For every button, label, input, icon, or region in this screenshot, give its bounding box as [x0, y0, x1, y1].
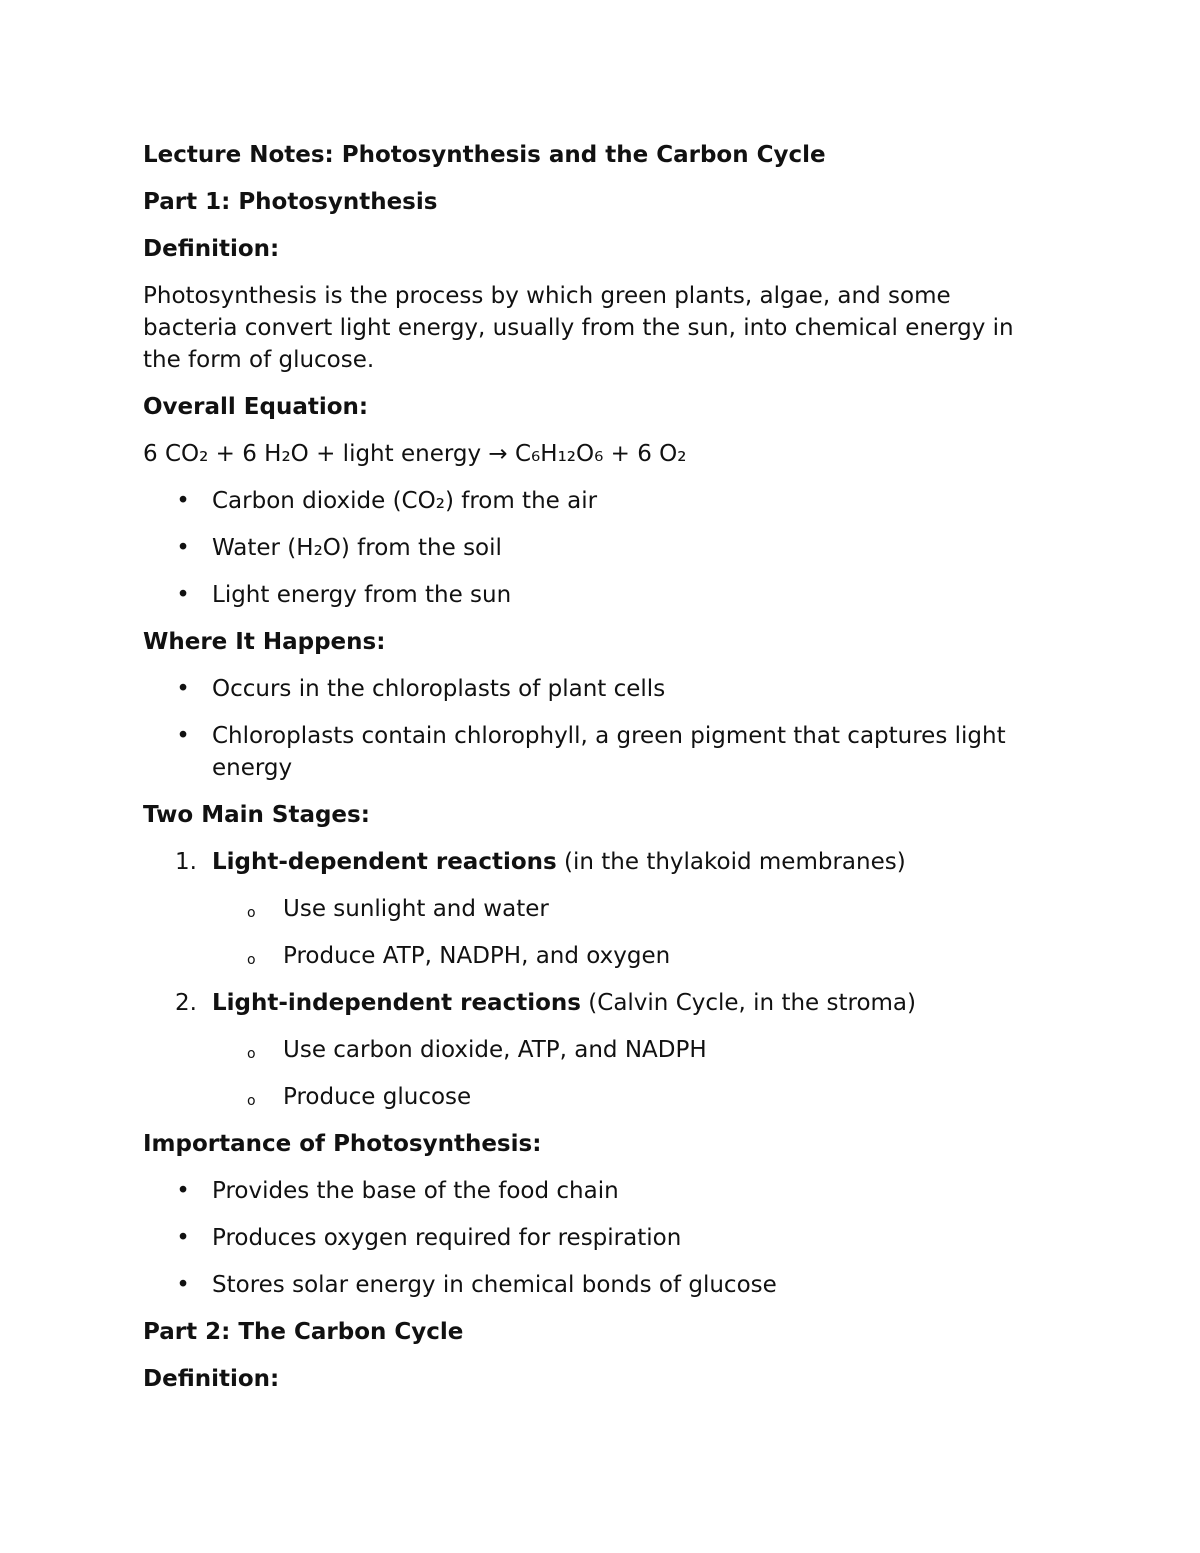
- bullet-icon: •: [176, 582, 190, 608]
- bullet-icon: •: [176, 1225, 190, 1251]
- list-item-text: Provides the base of the food chain: [212, 1178, 619, 1204]
- part1-heading: Part 1: Photosynthesis: [143, 189, 438, 215]
- list-item: [143, 720, 1043, 784]
- stage-detail: (Calvin Cycle, in the stroma): [588, 990, 916, 1016]
- list-item-text: Stores solar energy in chemical bonds of glucose: [212, 1272, 777, 1298]
- stage-name: Light-independent reactions: [212, 990, 581, 1016]
- bullet-icon: •: [176, 535, 190, 561]
- sub-list-item: [143, 940, 1043, 972]
- document-page: [143, 139, 1043, 1410]
- circle-bullet-icon: o: [247, 1093, 256, 1109]
- stage-number: 1.: [175, 849, 197, 875]
- part2-definition-heading: Definition:: [143, 1366, 280, 1392]
- sub-list-item: [143, 1034, 1043, 1066]
- list-item: [143, 579, 1043, 611]
- bullet-icon: •: [176, 676, 190, 702]
- list-item-text: Light energy from the sun: [212, 582, 512, 608]
- stage-detail: (in the thylakoid membranes): [564, 849, 906, 875]
- stage-item: [143, 987, 1043, 1113]
- where-heading: Where It Happens:: [143, 629, 386, 655]
- circle-bullet-icon: o: [247, 1046, 256, 1062]
- document-title: Lecture Notes: Photosynthesis and the Carbon Cycle: [143, 142, 826, 168]
- importance-heading: Importance of Photosynthesis:: [143, 1131, 542, 1157]
- definition-text: Photosynthesis is the process by which green plants, algae, and some bacteria convert light energy, usually from the sun, into chemical energy in the form of glucose.: [143, 283, 1014, 373]
- list-item: [143, 1269, 1043, 1301]
- bullet-icon: •: [176, 1272, 190, 1298]
- sub-list-item: [143, 893, 1043, 925]
- stage-name: Light-dependent reactions: [212, 849, 557, 875]
- part2-heading: Part 2: The Carbon Cycle: [143, 1319, 464, 1345]
- list-item-text: Water (H₂O) from the soil: [212, 535, 502, 561]
- list-item-text: Produces oxygen required for respiration: [212, 1225, 682, 1251]
- bullet-icon: •: [176, 723, 190, 749]
- where-list: [143, 673, 1043, 784]
- circle-bullet-icon: o: [247, 952, 256, 968]
- bullet-icon: •: [176, 1178, 190, 1204]
- overall-equation: 6 CO₂ + 6 H₂O + light energy → C₆H₁₂O₆ + 6 O₂: [143, 441, 687, 467]
- stages-list: [143, 846, 1043, 1113]
- definition-heading: Definition:: [143, 236, 280, 262]
- sub-list-item-text: Use sunlight and water: [283, 896, 549, 922]
- list-item-text: Occurs in the chloroplasts of plant cells: [212, 676, 666, 702]
- stages-heading: Two Main Stages:: [143, 802, 370, 828]
- list-item: [143, 485, 1043, 517]
- sub-list-item-text: Produce glucose: [283, 1084, 472, 1110]
- equation-heading: Overall Equation:: [143, 394, 369, 420]
- list-item: [143, 1222, 1043, 1254]
- bullet-icon: •: [176, 488, 190, 514]
- list-item-text: Carbon dioxide (CO₂) from the air: [212, 488, 598, 514]
- list-item-text: Chloroplasts contain chlorophyll, a green pigment that captures light energy: [212, 723, 1006, 781]
- equation-inputs-list: [143, 485, 1043, 611]
- stage-sub-list: [212, 1034, 1043, 1113]
- circle-bullet-icon: o: [247, 905, 256, 921]
- stage-item: [143, 846, 1043, 972]
- stage-sub-list: [212, 893, 1043, 972]
- importance-list: [143, 1175, 1043, 1301]
- stage-number: 2.: [175, 990, 197, 1016]
- sub-list-item: [143, 1081, 1043, 1113]
- list-item: [143, 532, 1043, 564]
- sub-list-item-text: Use carbon dioxide, ATP, and NADPH: [283, 1037, 707, 1063]
- sub-list-item-text: Produce ATP, NADPH, and oxygen: [283, 943, 671, 969]
- list-item: [143, 673, 1043, 705]
- list-item: [143, 1175, 1043, 1207]
